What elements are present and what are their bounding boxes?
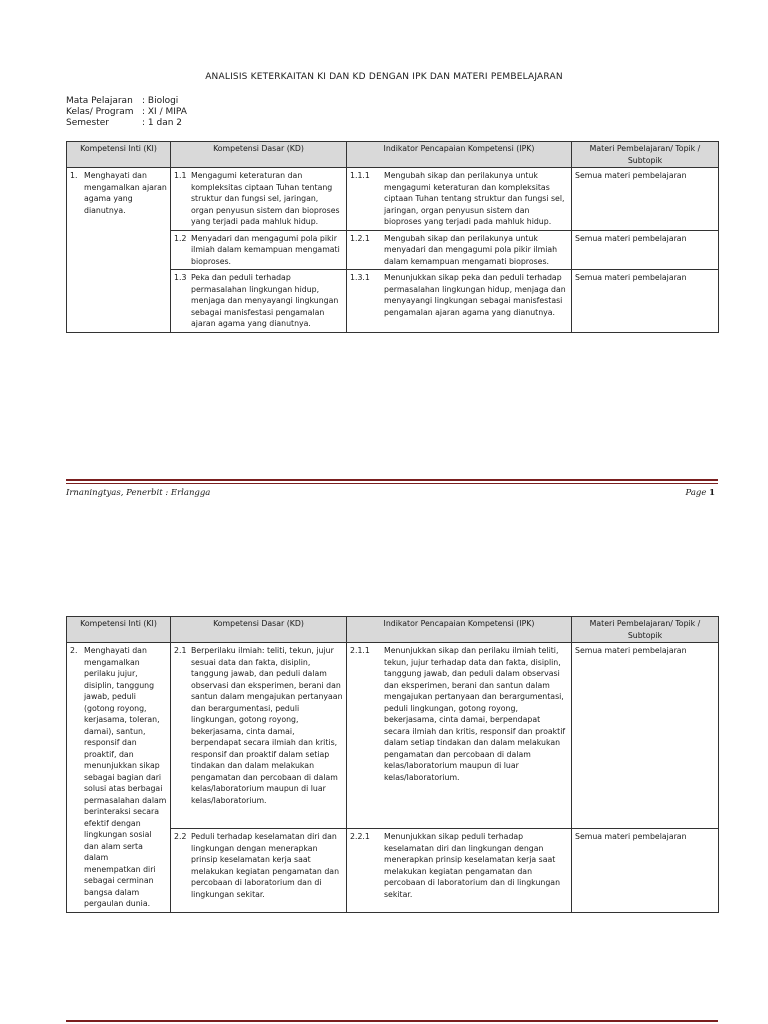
header-ki: Kompetensi Inti (KI) [67, 617, 171, 643]
meta-value: : Biologi [142, 96, 179, 106]
ipk-number: 1.3.1 [350, 273, 370, 282]
competency-table-1 [66, 141, 719, 333]
materi-cell: Semua materi pembelajaran [572, 829, 719, 912]
kd-number: 2.2 [174, 832, 187, 842]
table-row [67, 643, 719, 829]
ipk-number: 1.1.1 [350, 171, 370, 180]
kd-text: Menyadari dan mengagumi pola pikir ilmiah dalam kemampuan mengamati bioproses. [191, 233, 340, 266]
footer-rule-thin [66, 483, 718, 484]
kd-text: Berperilaku ilmiah: teliti, tekun, jujur sesuai data dan fakta, disiplin, tanggung jawab, dan peduli dalam observasi dan eksperimen, berani dan santun dalam mengajukan pertanyaan dan berargumentasi, peduli lingkungan, gotong royong, bekerjasama, cinta damai, berpendapat secara ilmiah dan kritis, responsif dan proaktif dalam setiap tindakan dan dalam melakukan pengamatan dan percobaan di dalam kelas/laboratorium maupun di luar kelas/laboratorium. [191, 646, 343, 805]
footer-page [685, 488, 715, 498]
header-ipk: Indikator Pencapaian Kompetensi (IPK) [347, 617, 572, 643]
kd-number: 1.3 [174, 273, 187, 282]
subject-info [66, 96, 187, 129]
meta-label: Mata Pelajaran [66, 96, 133, 106]
kd-cell [171, 230, 347, 270]
footer-rule-next-page [66, 1020, 718, 1022]
table-header-row [67, 617, 719, 643]
kd-number: 1.1 [174, 171, 187, 180]
ipk-number: 1.2.1 [350, 233, 370, 243]
ipk-cell [347, 829, 572, 912]
ipk-text: Mengubah sikap dan perilakunya untuk menyadari dan mengagumi pola pikir ilmiah dalam kemampuan mengamati bioproses. [384, 233, 558, 266]
meta-row-semester [66, 118, 187, 129]
ipk-number: 2.1.1 [350, 646, 370, 655]
ipk-text: Menunjukkan sikap dan perilaku ilmiah teliti, tekun, jujur terhadap data dan fakta, disiplin, tanggung jawab, dan peduli dalam observasi dan eksperimen, berani dan santun dalam mengajukan pertanyaan dan berargumentasi, peduli lingkungan, gotong royong, bekerjasama, cinta damai, berpendapat secara ilmiah dan kritis, responsif dan proaktif dalam setiap tindakan dan dalam melakukan pengamatan dan percobaan di dalam kelas/laboratorium maupun di luar kelas/laboratorium. [384, 646, 566, 782]
ipk-cell [347, 643, 572, 829]
kd-number: 1.2 [174, 233, 187, 243]
document-title: ANALISIS KETERKAITAN KI DAN KD DENGAN IPK DAN MATERI PEMBELAJARAN [205, 72, 563, 82]
materi-cell: Semua materi pembelajaran [572, 643, 719, 829]
header-ki: Kompetensi Inti (KI) [67, 142, 171, 168]
meta-value: : 1 dan 2 [142, 118, 182, 128]
materi-cell: Semua materi pembelajaran [572, 270, 719, 333]
ipk-number: 2.2.1 [350, 832, 370, 842]
materi-cell: Semua materi pembelajaran [572, 230, 719, 270]
meta-row-class [66, 107, 187, 118]
page-label: Page [685, 488, 707, 498]
kd-cell [171, 829, 347, 912]
footer-author: Irnaningtyas, Penerbit : Erlangga [66, 488, 211, 498]
ipk-cell [347, 168, 572, 231]
kd-number: 2.1 [174, 646, 187, 655]
ipk-cell [347, 230, 572, 270]
table-row [67, 168, 719, 231]
ipk-cell [347, 270, 572, 333]
ki-number: 1. [70, 171, 78, 180]
ki-cell [67, 643, 171, 913]
meta-row-subject [66, 96, 187, 107]
ipk-text: Menunjukkan sikap peka dan peduli terhadap permasalahan lingkungan hidup, menjaga dan menyayangi lingkungan sebagai manisfestasi pengamalan ajaran agama yang dianutnya. [384, 273, 566, 317]
meta-label: Kelas/ Program [66, 107, 134, 117]
ki-number: 2. [70, 646, 78, 655]
footer-rule [66, 479, 718, 481]
kd-cell [171, 168, 347, 231]
ki-text: Menghayati dan mengamalkan perilaku jujur, disiplin, tanggung jawab, peduli (gotong royong, kerjasama, toleran, damai), santun, responsif dan proaktif, dan menunjukkan sikap sebagai bagian dari solusi atas berbagai permasalahan dalam berinteraksi secara efektif dengan lingkungan sosial dan alam serta dalam menempatkan diri sebagai cerminan bangsa dalam pergaulan dunia. [84, 646, 167, 908]
ki-text: Menghayati dan mengamalkan ajaran agama yang dianutnya. [84, 171, 167, 215]
kd-text: Peduli terhadap keselamatan diri dan lingkungan dengan menerapkan prinsip keselamatan kerja saat melakukan kegiatan pengamatan dan percobaan di laboratorium dan di lingkungan sekitar. [191, 832, 340, 899]
ipk-text: Mengubah sikap dan perilakunya untuk mengagumi keteraturan dan kompleksitas ciptaan Tuhan tentang struktur dan fungsi sel, jaringan, organ penyusun sistem dan bioproses yang terjadi pada mahluk hidup. [384, 171, 565, 226]
header-materi: Materi Pembelajaran/ Topik / Subtopik [572, 142, 719, 168]
header-materi: Materi Pembelajaran/ Topik / Subtopik [572, 617, 719, 643]
ki-cell [67, 168, 171, 333]
ipk-text: Menunjukkan sikap peduli terhadap keselamatan diri dan lingkungan dengan menerapkan prinsip keselamatan kerja saat melakukan kegiatan pengamatan dan percobaan di laboratorium dan di lingkungan sekitar. [384, 832, 561, 899]
kd-text: Mengagumi keteraturan dan kompleksitas ciptaan Tuhan tentang struktur dan fungsi sel, jaringan, organ penyusun sistem dan bioproses yang terjadi pada mahluk hidup. [191, 171, 340, 226]
materi-cell: Semua materi pembelajaran [572, 168, 719, 231]
kd-text: Peka dan peduli terhadap permasalahan lingkungan hidup, menjaga dan menyayangi lingkungan sebagai manisfestasi pengamalan ajaran agama yang dianutnya. [191, 273, 339, 328]
table-header-row [67, 142, 719, 168]
kd-cell [171, 270, 347, 333]
meta-label: Semester [66, 118, 110, 128]
competency-table-2 [66, 616, 719, 913]
kd-cell [171, 643, 347, 829]
header-kd: Kompetensi Dasar (KD) [171, 142, 347, 168]
header-ipk: Indikator Pencapaian Kompetensi (IPK) [347, 142, 572, 168]
header-kd: Kompetensi Dasar (KD) [171, 617, 347, 643]
page-number: 1 [709, 488, 715, 498]
meta-value: : XI / MIPA [142, 107, 187, 117]
